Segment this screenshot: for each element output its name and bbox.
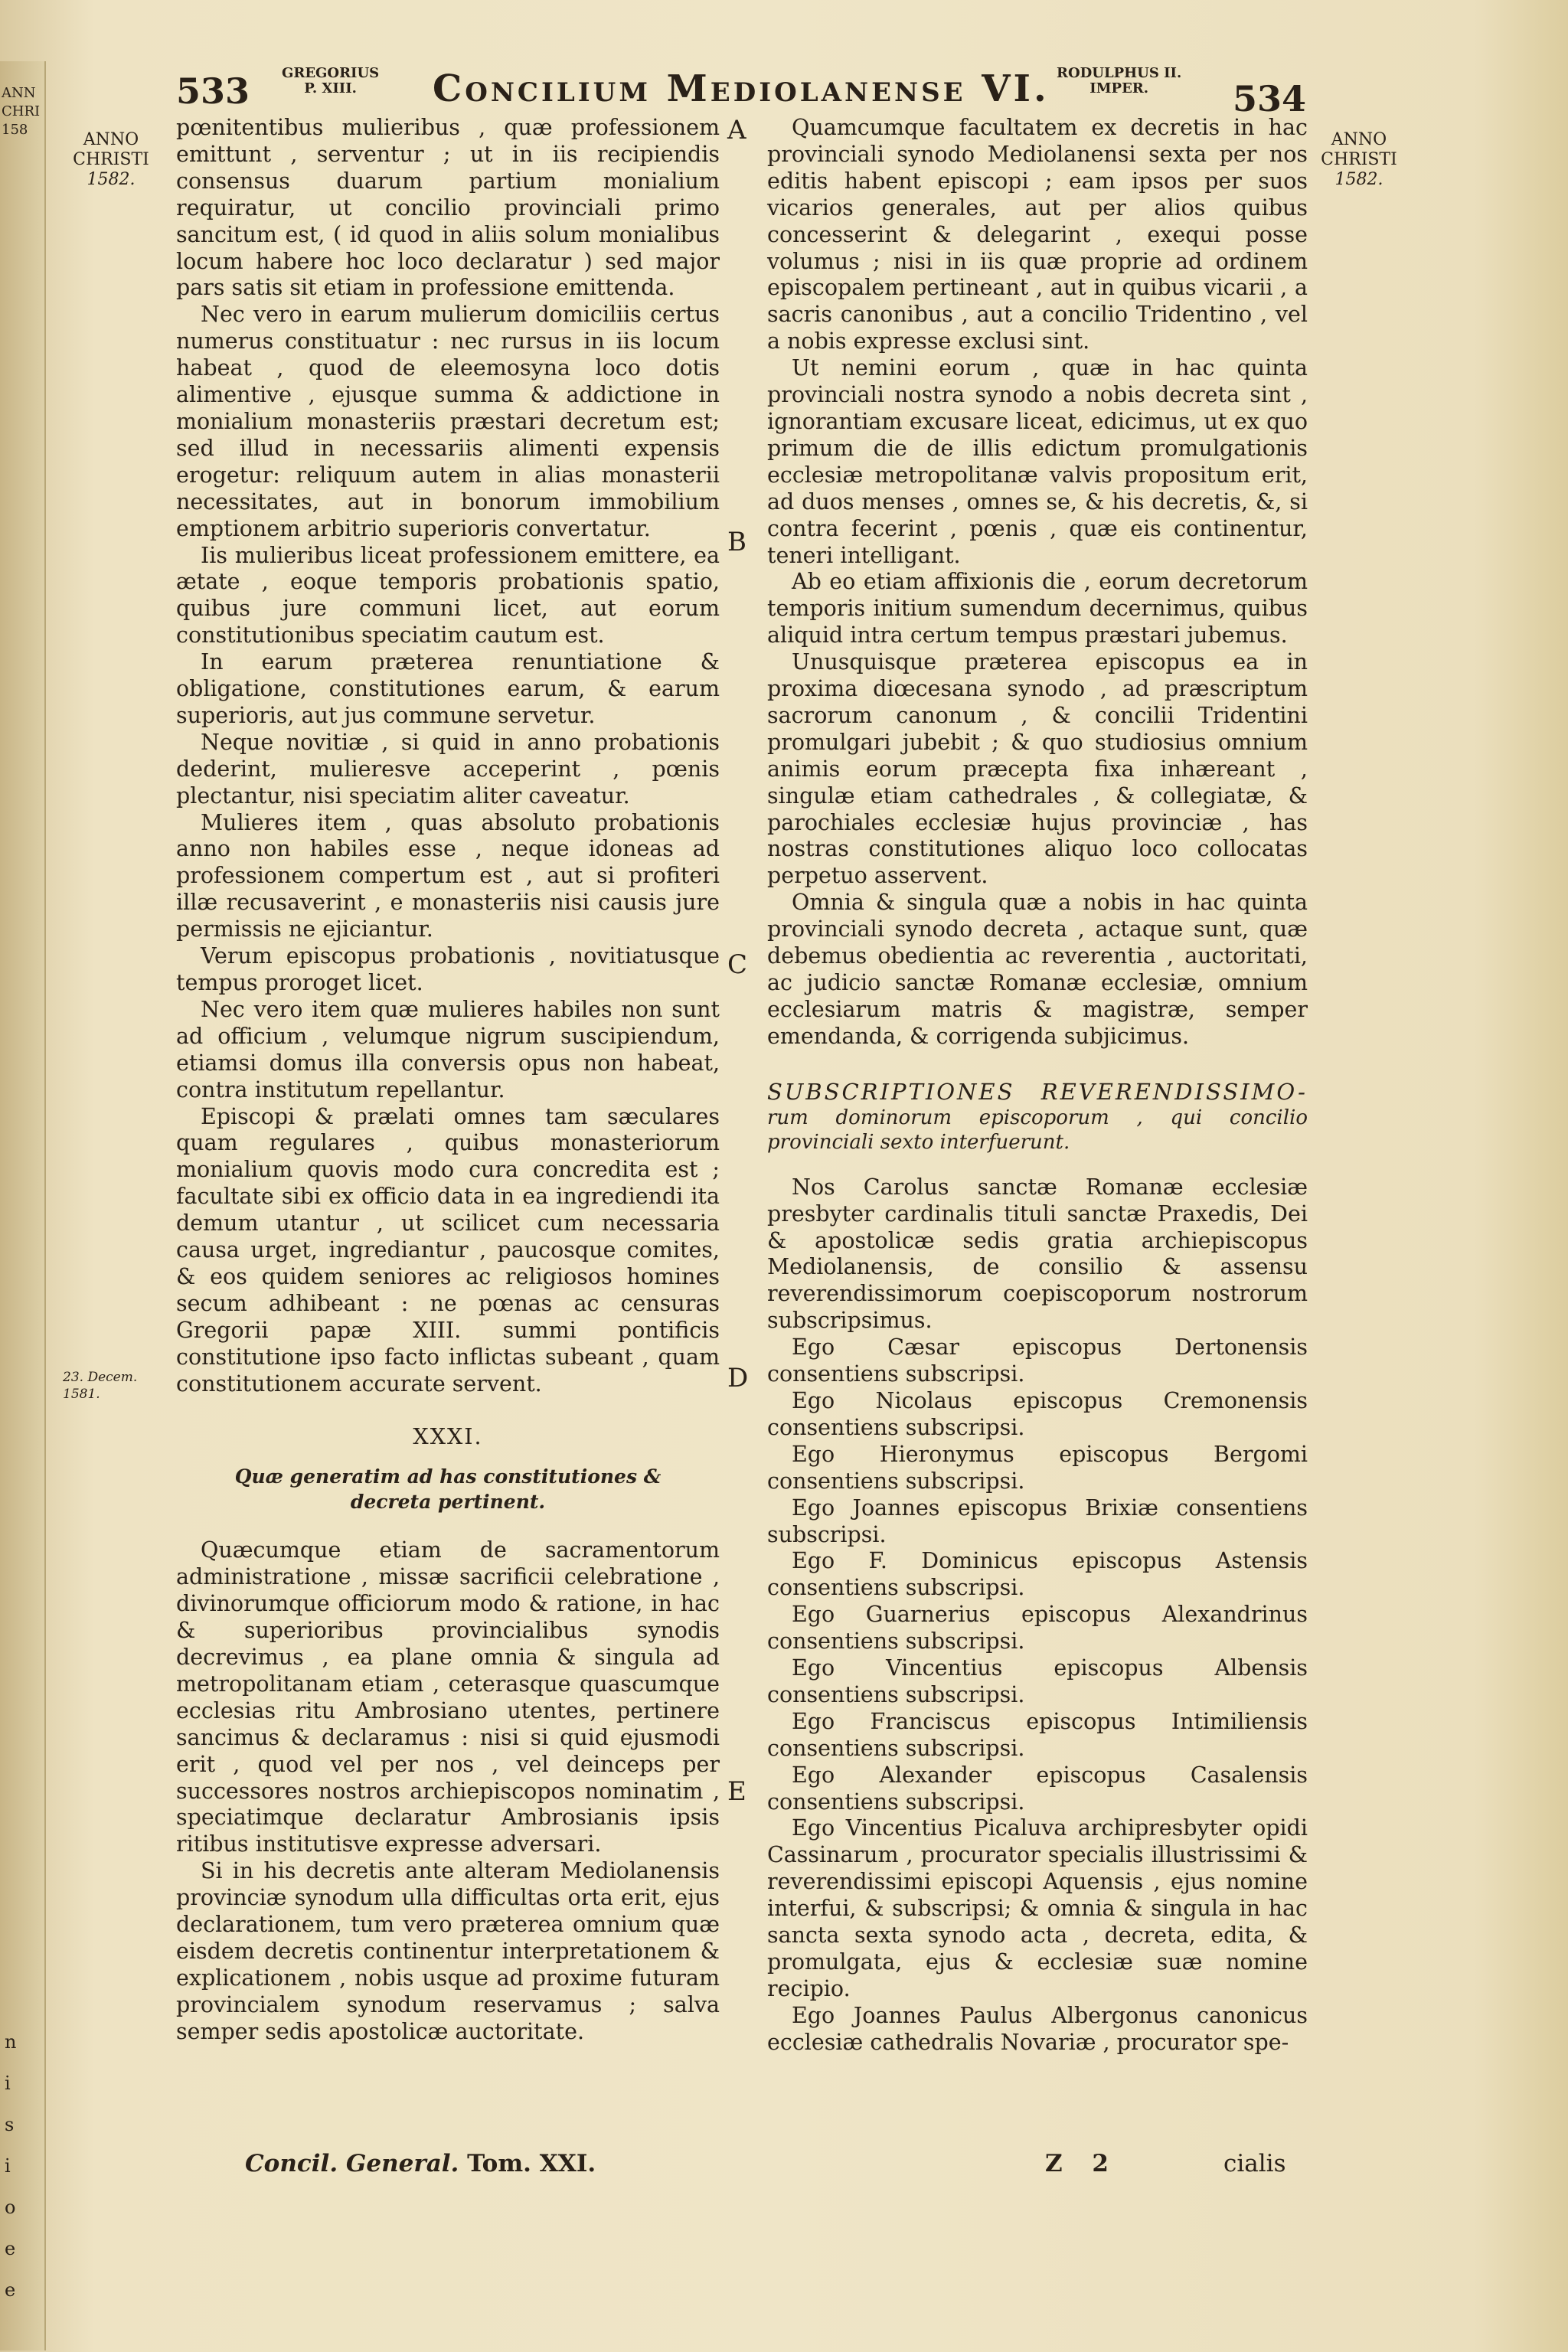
paragraph: Si in his decretis ante alteram Mediolanensis provinciæ synodum ulla difficultas orta erit, ejus declarationem, tum vero præterea omnium quæ eisdem decretis continentur interpretationem & explicationem , nobis usque ad proxime futuram provincialem synodum reservamus ; salva semper sedis apostolicæ auctoritate. [176, 1858, 720, 2044]
paragraph: Unusquisque præterea episcopus ea in proxima diœcesana synodo , ad præscriptum sacrorum canonum , & concilii Tridentini promulgari jubebit ; & quo studiosius omnium animis eorum præcepta fixa inhæreant , singulæ etiam cathedrales , & collegiatæ, & parochiales ecclesiæ hujus provinciæ , has nostras constitutiones aliquo loco collocatas perpetuo asservent. [767, 649, 1308, 889]
subscription-entry: Ego Vincentius Picaluva archipresbyter opidi Cassinarum , procurator specialis illustrissimi & reverendissimi episcopi Aquensis , ejus nomine interfui, & subscripsi; & omnia & singula in hac sancta sexta synodo acta , decreta, edita, & promulgata, ejus & ecclesiæ suæ nomine recipio. [767, 1815, 1308, 2001]
subscription-entry: Nos Carolus sanctæ Romanæ ecclesiæ presbyter cardinalis tituli sanctæ Praxedis, Dei & apostolicæ sedis gratia archiepiscopus Mediolanensis, de consilio & assensu reverendissimorum coepiscoporum nostrorum subscripsimus. [767, 1174, 1308, 1334]
paragraph: Nec vero item quæ mulieres habiles non sunt ad officium , velumque nigrum suscipiendum, etiamsi domus illa conversis opus non habeat, contra institutum repellantur. [176, 996, 720, 1102]
subscription-entry: Ego Alexander episcopus Casalensis consentiens subscripsi. [767, 1762, 1308, 1815]
paragraph: In earum præterea renuntiatione & obligatione, constitutiones earum, & earum superioris, aut jus commune servetur. [176, 649, 720, 728]
footer-source: Concil. General. Tom. XXI. [245, 2150, 596, 2177]
page-number-right: 534 [1233, 78, 1307, 119]
paragraph: Ab eo etiam affixionis die , eorum decretorum temporis initium sumendum decernimus, quibus aliquid intra certum tempus præstari jubemus. [767, 569, 1308, 648]
paragraph: Quæcumque etiam de sacramentorum administratione , missæ sacrificii celebratione , divinorumque officiorum modo & ratione, in hac & superioribus provincialibus synodis decrevimus , ea plane omnia & singula ad metropolitanam etiam , ceterasque quascumque ecclesias ritu Ambrosiano utentes, pertinere sancimus & declaramus : nisi si quid ejusmodi erit , quod vel per nos , vel deinceps per successores nostros archiepiscopos nominatim , speciatimque declaratur Ambrosianis ipsis ritibus institutisve expresse adversari. [176, 1537, 720, 1857]
margin-year-left: ANNO CHRISTI 1582. [73, 130, 149, 189]
section-letter-e: E [727, 1776, 746, 1807]
emperor-heading: RODULPHUS II. IMPER. [1057, 65, 1182, 96]
previous-page-margin-label: ANN CHRI 158 [2, 85, 41, 138]
page-title: Concilium Mediolanense VI. [433, 67, 1050, 110]
section-title: Quæ generatim ad has constitutiones & decreta pertinent. [234, 1465, 662, 1514]
subscription-entry: Ego Joannes episcopus Brixiæ consentiens subscripsi. [767, 1494, 1308, 1547]
section-letter-c: C [727, 949, 748, 980]
subscriptions-heading: SUBSCRIPTIONES REVERENDISSIMO- rum dominorum episcoporum , qui concilio provinciali sexto interfuerunt. [767, 1078, 1308, 1154]
section-letter-b: B [727, 527, 746, 557]
paragraph: Ut nemini eorum , quæ in hac quinta provinciali nostra synodo a nobis decreta sint , ignorantiam excusare liceat, edicimus, ut ex quo primum die de illis edictum promulgationis ecclesiæ metropolitanæ valvis propositum erit, ad duos menses , omnes se, & his decretis, &, si contra fecerint , pœnis , quæ eis continentur, teneri intelligant. [767, 355, 1308, 568]
subscription-entry: Ego Franciscus episcopus Intimiliensis consentiens subscripsi. [767, 1708, 1308, 1761]
page-number-left: 533 [176, 70, 250, 112]
subscription-entry: Ego Joannes Paulus Albergonus canonicus ecclesiæ cathedralis Novariæ , procurator spe- [767, 2002, 1308, 2055]
margin-year-right: ANNO CHRISTI 1582. [1321, 130, 1397, 189]
paragraph: Omnia & singula quæ a nobis in hac quinta provinciali synodo decreta , actaque sunt, quæ debemus obedientia ac reverentia , auctoritati, ac judicio sanctæ Romanæ ecclesiæ, omnium ecclesiarum matris & magistræ, semper emendanda, & corrigenda subjicimus. [767, 890, 1308, 1049]
paragraph: Neque novitiæ , si quid in anno probationis dederint, mulieresve acceperint , pœnis plectantur, nisi speciatim aliter caveatur. [176, 729, 720, 808]
paragraph: Iis mulieribus liceat professionem emittere, ea ætate , eoque temporis probationis spatio, quibus jure communi licet, aut eorum constitutionibus speciatim cautum est. [176, 542, 720, 648]
subscription-entry: Ego Cæsar episcopus Dertonensis consentiens subscripsi. [767, 1334, 1308, 1387]
section-letter-d: D [727, 1363, 749, 1393]
subscription-entry: Ego F. Dominicus episcopus Astensis consentiens subscripsi. [767, 1548, 1308, 1601]
subscription-entry: Ego Vincentius episcopus Albensis consentiens subscripsi. [767, 1655, 1308, 1707]
footer-catchword: cialis [1223, 2150, 1286, 2177]
paragraph: Episcopi & prælati omnes tam sæculares quam regulares , quibus monasteriorum monialium quovis modo cura concredita est ; facultate sibi ex officio data in ea ingrediendi ita demum utantur , ut scilicet cum necessaria causa urget, ingrediantur , paucosque comites, & eos quidem seniores ac religiosos homines secum adhibeant : ne pœnas ac censuras Gregorii papæ XIII. summi pontificis constitutione ipso facto inflictas subeant , quam constitutionem accurate servent. [176, 1103, 720, 1396]
previous-page-line-endings: n i s i o e e [5, 2031, 17, 2301]
section-letter-a: A [727, 115, 746, 145]
paragraph: Verum episcopus probationis , novitiatusque tempus proroget licet. [176, 943, 720, 995]
margin-date-note: 23. Decem. 1581. [63, 1370, 138, 1402]
paragraph: Quamcumque facultatem ex decretis in hac provinciali synodo Mediolanensi sexta per nos editis habent episcopi ; eam ipsos per suos vicarios generales, aut per alios quibus concesserint & delegarint , exequi posse volumus ; nisi in iis quæ proprie ad ordinem episcopalem pertineant , aut in quibus vicarii , a sacris canonibus , aut a concilio Tridentino , vel a nobis expresse exclusi sint. [767, 115, 1308, 354]
subscription-entry: Ego Guarnerius episcopus Alexandrinus consentiens subscripsi. [767, 1602, 1308, 1655]
right-text-column [767, 115, 1308, 2056]
paragraph: pœnitentibus mulieribus , quæ professionem emittunt , serventur ; ut in iis recipiendis consensus duarum partium monialium requiratur, ut concilio provinciali primo sancitum est, ( id quod in aliis solum monialibus locum habere hoc loco declaratur ) sed major pars satis sit etiam in professione emittenda. [176, 115, 720, 301]
pope-heading: GREGORIUS P. XIII. [282, 65, 380, 96]
paragraph: Nec vero in earum mulierum domiciliis certus numerus constituatur : nec rursus in iis locum habeat , quod de eleemosyna loco dotis alimentive , ejusque summa & addictione in monialium monasteriis præstari decretum est; sed illud in necessariis alimenti expensis erogetur: reliquum autem in alias monasterii necessitates, aut in bonorum immobilium emptionem arbitrio superioris convertatur. [176, 302, 720, 541]
subscription-entry: Ego Hieronymus episcopus Bergomi consentiens subscripsi. [767, 1441, 1308, 1494]
left-text-column [176, 115, 720, 2046]
paragraph: Mulieres item , quas absoluto probationis anno non habiles esse , neque idoneas ad professionem compertum est , aut si profiteri illæ recusaverint , e monasteriis nisi causis jure permissis ne ejiciantur. [176, 809, 720, 942]
footer-signature-mark: Z 2 [1045, 2150, 1119, 2177]
subscription-entry: Ego Nicolaus episcopus Cremonensis consentiens subscripsi. [767, 1387, 1308, 1440]
section-number: XXXI. [413, 1423, 483, 1449]
previous-page-edge [0, 61, 46, 2350]
running-header [176, 61, 1325, 119]
